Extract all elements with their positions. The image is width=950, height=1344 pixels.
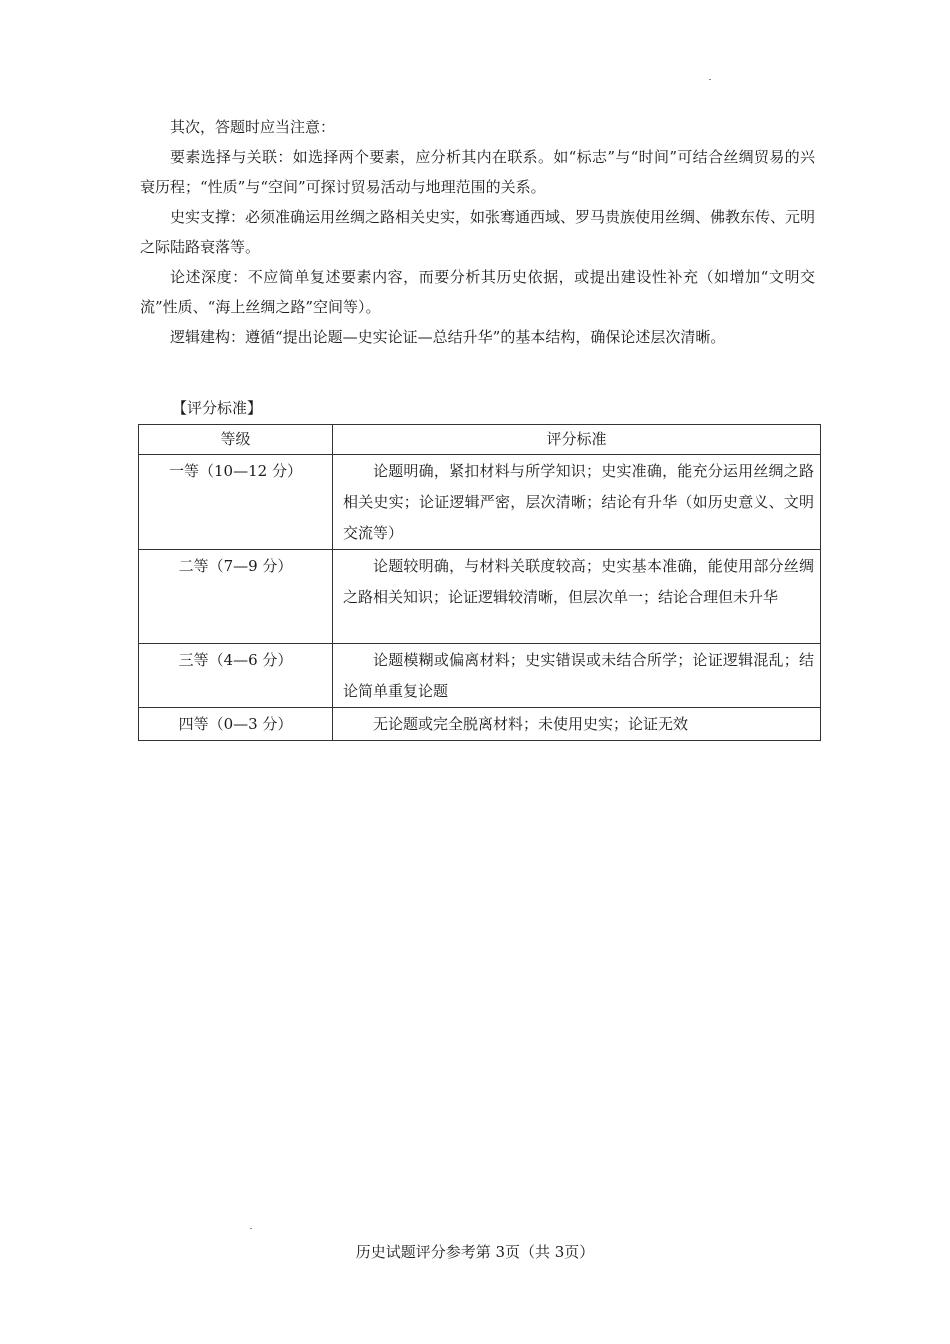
header-grade: 等级 [139,425,333,455]
grade-cell: 四等（0—3 分） [139,708,333,741]
table-row [139,644,821,708]
table-row [139,455,821,550]
paragraph-element-selection: 要素选择与关联：如选择两个要素，应分析其内在联系。如“标志”与“时间”可结合丝绸贸易的兴衰历程；“性质”与“空间”可探讨贸易活动与地理范围的关系。 [140,148,815,196]
table-row [139,708,821,741]
scoring-title: 【评分标准】 [172,399,263,417]
criteria-cell: 论题较明确，与材料关联度较高；史实基本准确，能使用部分丝绸之路相关知识；论证逻辑较清晰，但层次单一；结论合理但未升华 [333,550,821,644]
table-row [139,550,821,644]
page-footer: 历史试题评分参考第 3页（共 3页） [355,1243,595,1261]
scan-mark [709,79,711,80]
scan-mark [250,1228,252,1229]
criteria-cell: 无论题或完全脱离材料；未使用史实；论证无效 [333,708,821,741]
paragraph-historical-support: 史实支撑：必须准确运用丝绸之路相关史实，如张骞通西域、罗马贵族使用丝绸、佛教东传、元明之际陆路衰落等。 [140,208,816,256]
criteria-cell: 论题明确，紧扣材料与所学知识；史实准确，能充分运用丝绸之路相关史实；论证逻辑严密，层次清晰；结论有升华（如历史意义、文明交流等） [333,455,821,550]
grade-cell: 一等（10—12 分） [139,455,333,550]
paragraph-logic: 逻辑建构：遵循“提出论题—史实论证—总结升华”的基本结构，确保论述层次清晰。 [170,328,726,346]
paragraph-intro: 其次，答题时应当注意： [170,118,336,136]
answer-notes [140,112,815,352]
header-criteria: 评分标准 [333,425,821,455]
grade-cell: 三等（4—6 分） [139,644,333,708]
table-header-row [139,425,821,455]
scoring-table [138,424,821,741]
paragraph-depth: 论述深度：不应简单复述要素内容，而要分析其历史依据，或提出建设性补充（如增加“文明交流”性质、“海上丝绸之路”空间等）。 [140,268,815,316]
grade-cell: 二等（7—9 分） [139,550,333,644]
criteria-cell: 论题模糊或偏离材料；史实错误或未结合所学；论证逻辑混乱；结论简单重复论题 [333,644,821,708]
